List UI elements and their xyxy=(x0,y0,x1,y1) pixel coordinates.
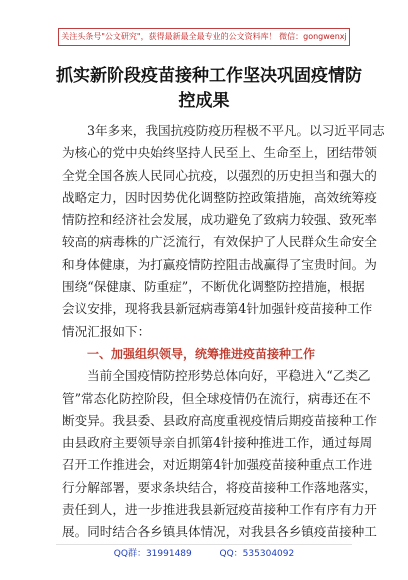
paragraph-line: 当前全国疫情防控形势总体向好，平稳进入“乙类乙 xyxy=(87,368,371,384)
paragraph-line: 较高的病毒株的广泛流行，有效保护了人民群众生命安全 xyxy=(62,234,377,250)
qq-group-text: QQ群：31991489 xyxy=(113,549,192,559)
document-title xyxy=(56,64,362,114)
paragraph-line: 战略定力，因时因势优化调整防控政策措施，高效统筹疫 xyxy=(62,189,377,205)
paragraph-line: 3年多来，我国抗疫防疫历程极不平凡。以习近平同志 xyxy=(87,123,385,138)
paragraph-line: 展。同时结合各乡镇具体情况，对我县各乡镇疫苗接种工 xyxy=(62,524,377,540)
paragraph-line: 管”常态化防控阶段，但全球疫情仍在流行，病毒还在不 xyxy=(62,390,371,406)
paragraph-line: 行分解部署，要求条块结合，将疫苗接种工作落地落实， xyxy=(62,479,377,495)
section-heading: 一、加强组织领导，统筹推进疫苗接种工作 xyxy=(87,346,316,361)
title-line: 控成果 xyxy=(178,91,230,111)
paragraph-line: 由县政府主要领导亲自抓第4针接种推进工作，通过每周 xyxy=(62,435,373,451)
paragraph-line: 情防控和经济社会发展，成功避免了致病力较强、致死率 xyxy=(62,212,377,228)
paragraph-line: 围绕“保健康、防重症”，不断优化调整防控措施，根据 xyxy=(62,279,365,295)
paragraph-line: 召开工作推进会，对近期第4针加强疫苗接种重点工作进 xyxy=(62,457,373,473)
promo-banner: 关注头条号"公文研究"，获得最新最全最专业的公文资料库！ 微信：gongwenxj xyxy=(58,28,350,46)
paragraph-line: 会议安排，现将我县新冠病毒第4针加强针疫苗接种工作 xyxy=(62,301,373,317)
title-line: 抓实新阶段疫苗接种工作坚决巩固疫情防 xyxy=(56,66,362,86)
paragraph-line: 情况汇报如下： xyxy=(62,323,151,339)
paragraph-line: 为核心的党中央始终坚持人民至上、生命至上，团结带领 xyxy=(62,145,377,161)
paragraph-line: 断变异。我县委、县政府高度重视疫情后期疫苗接种工作 xyxy=(62,412,377,428)
page-footer xyxy=(0,546,408,559)
qq-contact-text: QQ：535304092 xyxy=(219,549,295,559)
paragraph-line: 全党全国各族人民同心抗疫，以强烈的历史担当和强大的 xyxy=(62,167,377,183)
document-body xyxy=(62,120,385,544)
footer-divider xyxy=(56,544,352,545)
paragraph-line: 和身体健康，为打赢疫情防控阻击战赢得了宝贵时间。为 xyxy=(62,256,377,272)
paragraph-line: 责任到人，进一步推进我县新冠疫苗接种工作有序有力开 xyxy=(62,502,377,518)
